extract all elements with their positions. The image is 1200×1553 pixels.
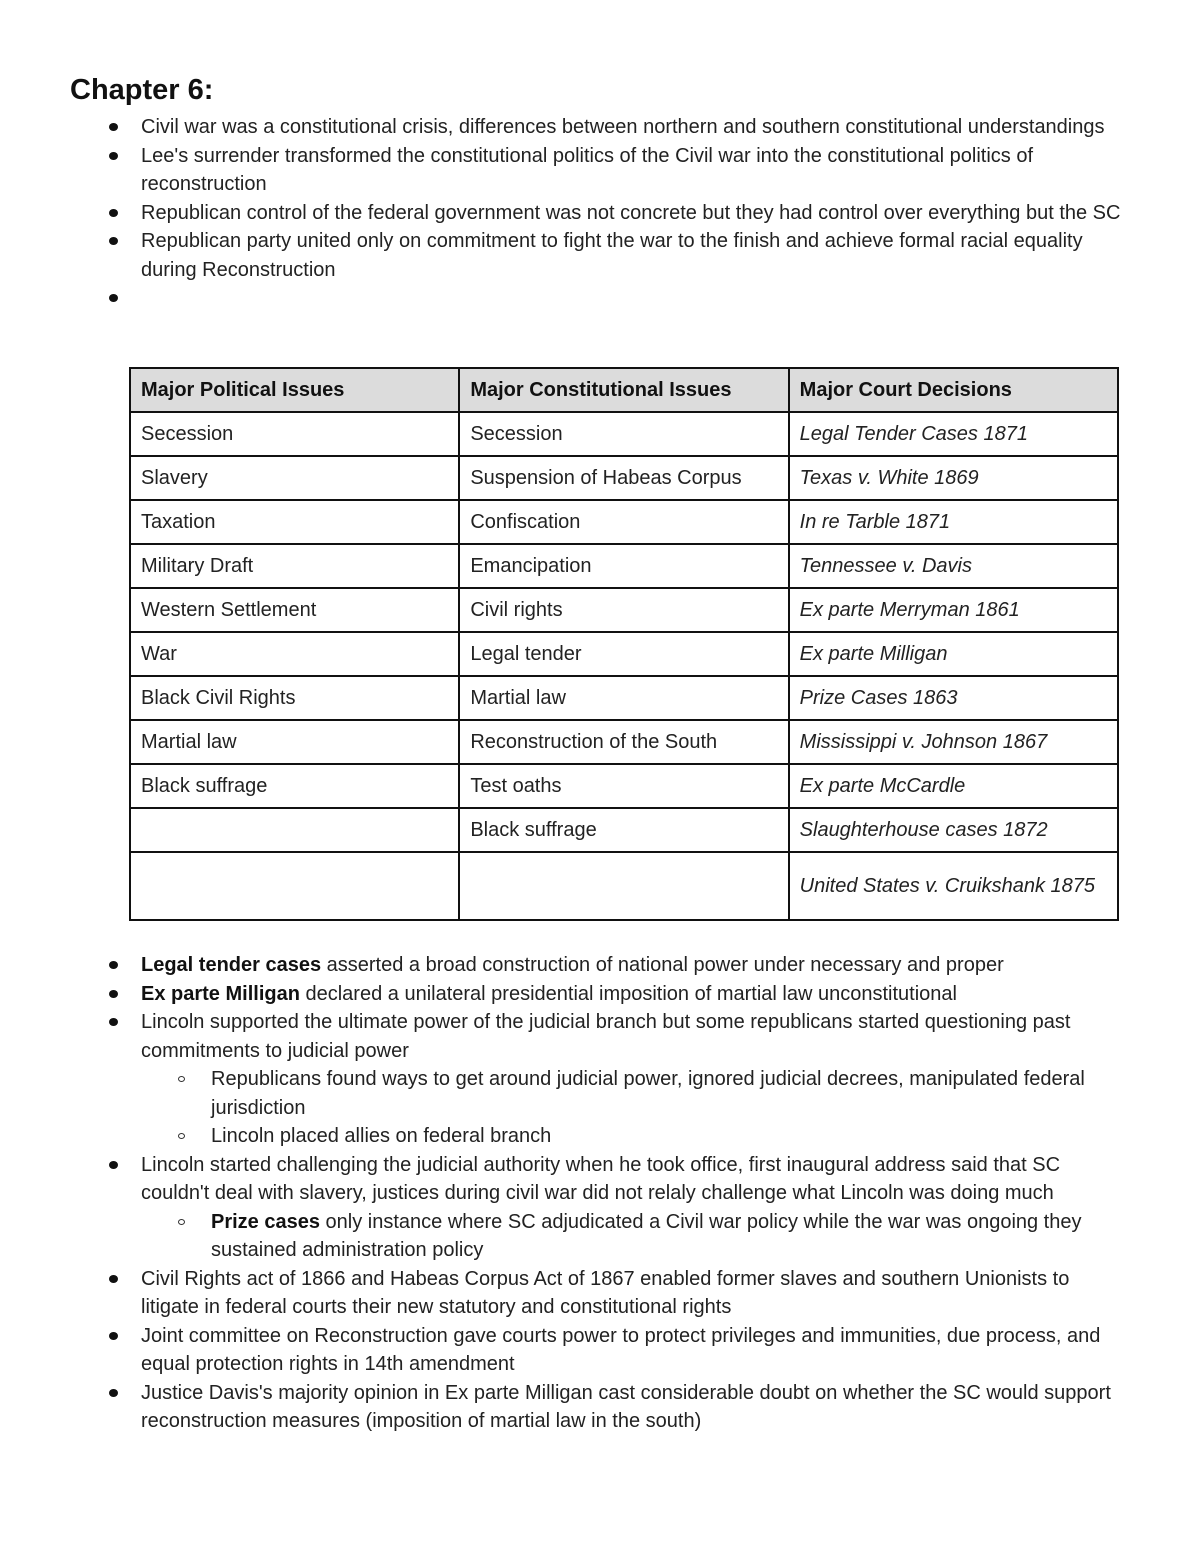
- bold-term: Legal tender cases: [141, 954, 322, 976]
- table-row: [130, 852, 1118, 920]
- constitutional-issue-cell: Secession: [459, 412, 788, 456]
- constitutional-issue-cell: Confiscation: [459, 500, 788, 544]
- constitutional-issue-cell: Civil rights: [459, 588, 788, 632]
- constitutional-issue-cell: [459, 852, 788, 920]
- political-issue-cell: War: [130, 632, 459, 676]
- political-issue-cell: Black suffrage: [130, 764, 459, 808]
- table-row: [130, 456, 1118, 500]
- bullet-text: declared a unilateral presidential imposition of martial law unconstitutional: [299, 982, 957, 1005]
- list-item: [0, 1008, 1131, 1151]
- bullet-icon: [109, 1275, 118, 1283]
- list-item: [0, 113, 1131, 142]
- list-item: [0, 1379, 1131, 1436]
- issues-table: [129, 367, 1119, 921]
- court-decision-cell: Mississippi v. Johnson 1867: [789, 720, 1118, 764]
- court-decision-cell: Tennessee v. Davis: [789, 544, 1118, 588]
- list-item: [0, 142, 1131, 199]
- bullet-icon: [109, 1332, 118, 1340]
- list-item: [0, 951, 1131, 980]
- court-decision-cell: Ex parte Merryman 1861: [789, 588, 1118, 632]
- court-decision-cell: Slaughterhouse cases 1872: [789, 808, 1118, 852]
- column-header-constitutional: Major Constitutional Issues: [459, 368, 788, 412]
- political-issue-cell: Black Civil Rights: [130, 676, 459, 720]
- column-header-political: Major Political Issues: [130, 368, 459, 412]
- constitutional-issue-cell: Test oaths: [459, 764, 788, 808]
- constitutional-issue-cell: Emancipation: [459, 544, 788, 588]
- bold-term: Ex parte Milligan: [141, 982, 300, 1005]
- political-issue-cell: Military Draft: [130, 544, 459, 588]
- political-issue-cell: Slavery: [130, 456, 459, 500]
- bullet-icon: [109, 961, 118, 969]
- list-item: [0, 284, 1131, 313]
- bullet-text: Civil Rights act of 1866 and Habeas Corpus Act of 1867 enabled former slaves and southern Unionists to litigate in federal courts their new statutory and constitutional rights: [141, 1267, 1070, 1318]
- sub-bullet-text: Republicans found ways to get around judicial power, ignored judicial decrees, manipulated federal jurisdiction: [211, 1068, 1085, 1119]
- list-item: [0, 227, 1131, 284]
- bullet-icon: [109, 990, 118, 998]
- political-issue-cell: Martial law: [130, 720, 459, 764]
- table-row: [130, 764, 1118, 808]
- court-decision-cell: Prize Cases 1863: [789, 676, 1118, 720]
- hollow-bullet-icon: [178, 1219, 185, 1225]
- court-decision-cell: Ex parte McCardle: [789, 764, 1118, 808]
- bold-term: Prize cases: [211, 1210, 320, 1233]
- political-issue-cell: Western Settlement: [130, 588, 459, 632]
- political-issue-cell: [130, 852, 459, 920]
- sub-list-item: [141, 1208, 1131, 1265]
- bullet-icon: [109, 1389, 118, 1397]
- bullet-text: Lee's surrender transformed the constitutional politics of the Civil war into the constitutional politics of reconstruction: [141, 144, 1034, 195]
- list-item: [0, 1265, 1131, 1322]
- list-item: [0, 1322, 1131, 1379]
- court-decision-cell: Texas v. White 1869: [789, 456, 1118, 500]
- table-row: [130, 720, 1118, 764]
- court-decision-cell: Ex parte Milligan: [789, 632, 1118, 676]
- bullet-text: Republican control of the federal government was not concrete but they had control over everything but the SC: [141, 201, 1121, 224]
- political-issue-cell: Taxation: [130, 500, 459, 544]
- political-issue-cell: Secession: [130, 412, 459, 456]
- constitutional-issue-cell: Martial law: [459, 676, 788, 720]
- column-header-court: Major Court Decisions: [789, 368, 1118, 412]
- bullet-text: Lincoln supported the ultimate power of the judicial branch but some republicans started questioning past commitments to judicial power: [141, 1011, 1071, 1062]
- sub-bullet-text: Lincoln placed allies on federal branch: [211, 1125, 552, 1147]
- table-row: [130, 412, 1118, 456]
- table-row: [130, 544, 1118, 588]
- bullet-text: Civil war was a constitutional crisis, differences between northern and southern constitutional understandings: [141, 116, 1105, 138]
- sub-bullet-list: [141, 1208, 1131, 1265]
- list-item: [0, 1151, 1131, 1265]
- bullet-text: Joint committee on Reconstruction gave courts power to protect privileges and immunities, due process, and equal protection rights in 14th amendment: [141, 1324, 1101, 1375]
- court-decision-cell: Legal Tender Cases 1871: [789, 412, 1118, 456]
- table-row: [130, 500, 1118, 544]
- bullet-text: Republican party united only on commitment to fight the war to the finish and achieve formal racial equality during Reconstruction: [141, 230, 1083, 281]
- notes-bullet-list: [0, 951, 1131, 1436]
- page-title: Chapter 6:: [70, 74, 214, 106]
- sub-list-item: [141, 1122, 1131, 1151]
- bullet-icon: [109, 237, 118, 245]
- bullet-text: Lincoln started challenging the judicial authority when he took office, first inaugural address said that SC couldn't deal with slavery, justices during civil war did not relaly challenge what Lincoln was doing much: [141, 1153, 1061, 1204]
- table-row: [130, 676, 1118, 720]
- table-row: [130, 808, 1118, 852]
- bullet-icon: [109, 152, 118, 160]
- hollow-bullet-icon: [178, 1076, 185, 1082]
- table-row: [130, 588, 1118, 632]
- constitutional-issue-cell: Black suffrage: [459, 808, 788, 852]
- constitutional-issue-cell: Reconstruction of the South: [459, 720, 788, 764]
- constitutional-issue-cell: Legal tender: [459, 632, 788, 676]
- bullet-icon: [109, 1018, 118, 1026]
- list-item: [0, 199, 1131, 228]
- bullet-icon: [109, 1161, 118, 1169]
- sub-list-item: [141, 1065, 1131, 1122]
- bullet-icon: [109, 123, 118, 131]
- bullet-icon: [109, 294, 118, 302]
- list-item: [0, 980, 1131, 1009]
- sub-bullet-text: only instance where SC adjudicated a Civil war policy while the war was ongoing they sustained administration policy: [211, 1210, 1082, 1261]
- political-issue-cell: [130, 808, 459, 852]
- court-decision-cell: United States v. Cruikshank 1875: [789, 852, 1118, 920]
- bullet-text: asserted a broad construction of national power under necessary and proper: [321, 954, 1004, 976]
- sub-bullet-list: [141, 1065, 1131, 1151]
- bullet-icon: [109, 209, 118, 217]
- hollow-bullet-icon: [178, 1133, 185, 1139]
- constitutional-issue-cell: Suspension of Habeas Corpus: [459, 456, 788, 500]
- table-header-row: [130, 368, 1118, 412]
- intro-bullet-list: [0, 113, 1131, 313]
- table-row: [130, 632, 1118, 676]
- bullet-text: Justice Davis's majority opinion in Ex parte Milligan cast considerable doubt on whether the SC would support reconstruction measures (imposition of martial law in the south): [141, 1381, 1111, 1432]
- court-decision-cell: In re Tarble 1871: [789, 500, 1118, 544]
